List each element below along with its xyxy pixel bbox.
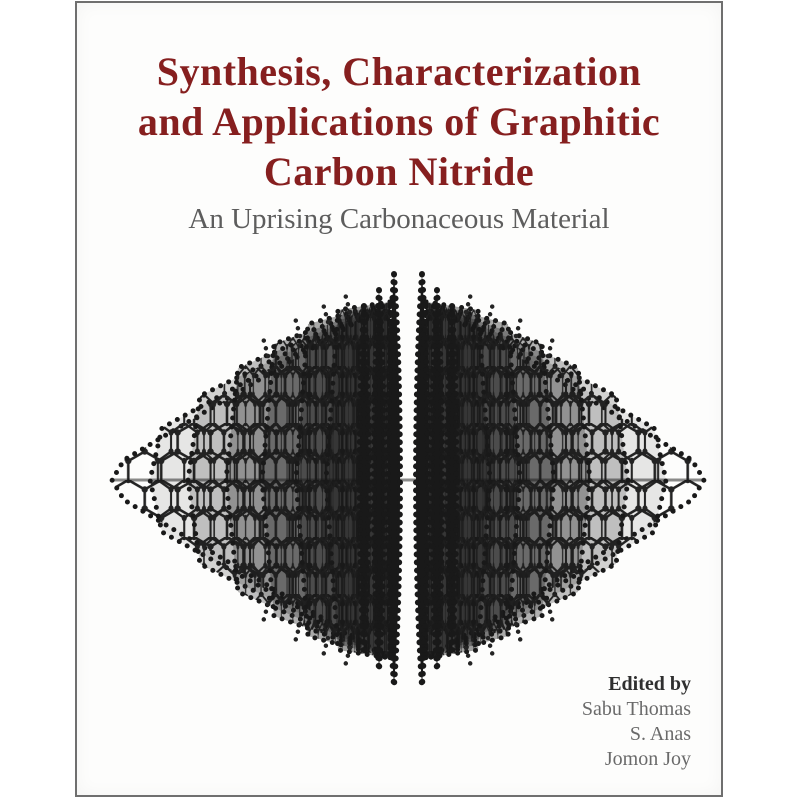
editor-name-2: S. Anas — [629, 723, 691, 745]
book-title — [77, 47, 721, 197]
edited-by-label: Edited by — [608, 673, 691, 695]
editor-credits — [582, 672, 691, 772]
editor-name-1: Sabu Thomas — [581, 698, 691, 720]
book-title-line-2: and Applications of Graphitic — [137, 99, 661, 144]
editor-name-3: Jomon Joy — [604, 748, 691, 770]
book-cover — [75, 1, 723, 797]
book-title-line-1: Synthesis, Characterization — [156, 49, 642, 94]
book-title-line-3: Carbon Nitride — [263, 149, 535, 194]
book-subtitle: An Uprising Carbonaceous Material — [188, 203, 610, 235]
